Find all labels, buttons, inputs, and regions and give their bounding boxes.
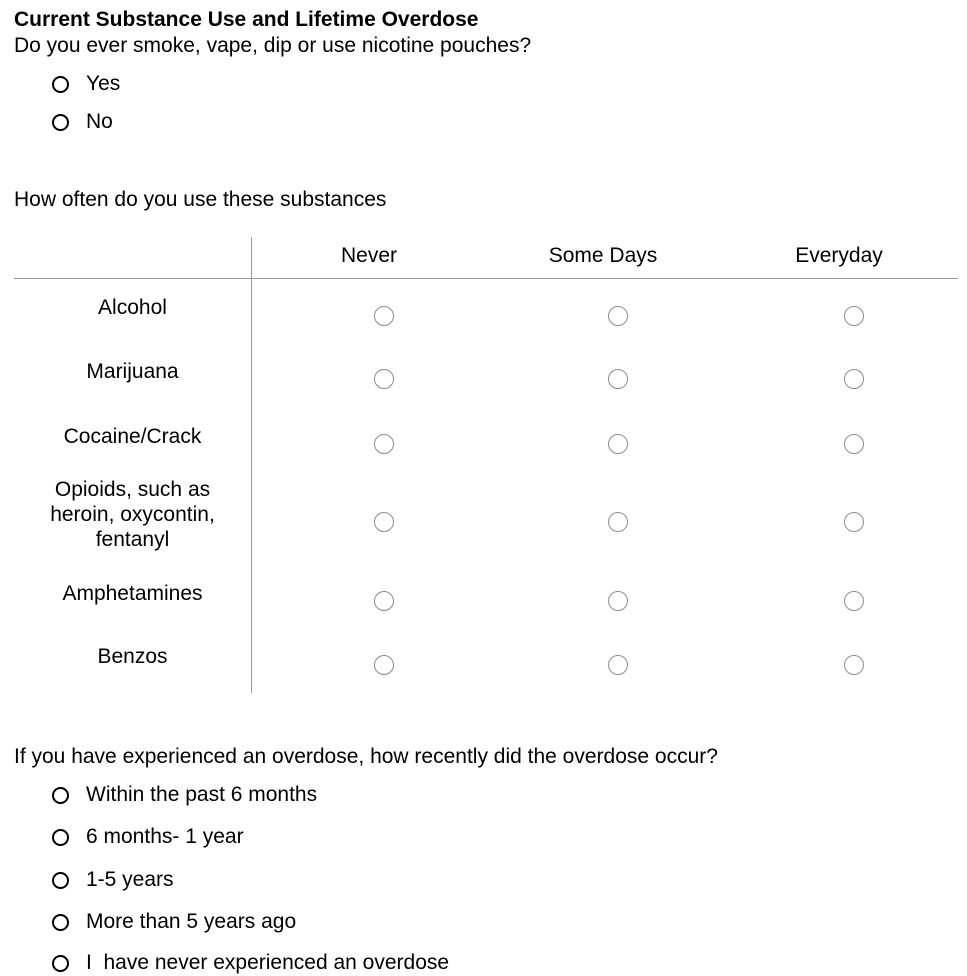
- radio-opioids-everyday[interactable]: [844, 512, 864, 532]
- radio-marijuana-some-days[interactable]: [608, 369, 628, 389]
- radio-amphetamines-some-days[interactable]: [608, 591, 628, 611]
- option-1-5-years[interactable]: [52, 867, 174, 893]
- option-within-6-months[interactable]: [52, 782, 317, 808]
- option-6-months-1-year-label: 6 months- 1 year: [86, 825, 244, 848]
- radio-cocaine-everyday[interactable]: [844, 434, 864, 454]
- section-title: Current Substance Use and Lifetime Overdose: [14, 8, 479, 31]
- option-no-label: No: [86, 110, 113, 133]
- radio-opioids-never[interactable]: [374, 512, 394, 532]
- radio-button-within-6-months[interactable]: [52, 787, 69, 804]
- matrix-header-divider: [14, 278, 958, 279]
- matrix-vertical-divider: [251, 237, 252, 693]
- radio-benzos-some-days[interactable]: [608, 655, 628, 675]
- row-label-marijuana: Marijuana: [86, 360, 179, 383]
- row-label-amphetamines: Amphetamines: [62, 582, 203, 605]
- radio-button-6-months-1-year[interactable]: [52, 829, 69, 846]
- option-1-5-years-label: 1-5 years: [86, 868, 174, 891]
- substance-frequency-matrix: [14, 237, 958, 693]
- question-nicotine: Do you ever smoke, vape, dip or use nicotine pouches?: [14, 34, 532, 57]
- radio-opioids-some-days[interactable]: [608, 512, 628, 532]
- row-label-cocaine-crack: Cocaine/Crack: [63, 425, 202, 448]
- radio-cocaine-never[interactable]: [374, 434, 394, 454]
- radio-button-no[interactable]: [52, 114, 69, 131]
- radio-alcohol-never[interactable]: [374, 306, 394, 326]
- radio-alcohol-some-days[interactable]: [608, 306, 628, 326]
- radio-marijuana-never[interactable]: [374, 369, 394, 389]
- radio-button-more-than-5-years[interactable]: [52, 914, 69, 931]
- row-label-opioids: Opioids, such as heroin, oxycontin, fentanyl: [50, 478, 215, 551]
- option-never-overdosed[interactable]: [52, 950, 449, 976]
- option-never-overdosed-label: I have never experienced an overdose: [86, 951, 450, 974]
- radio-amphetamines-never[interactable]: [374, 591, 394, 611]
- radio-benzos-never[interactable]: [374, 655, 394, 675]
- option-no[interactable]: [52, 109, 113, 135]
- column-header-everyday: Everyday: [795, 244, 883, 267]
- radio-cocaine-some-days[interactable]: [608, 434, 628, 454]
- option-6-months-1-year[interactable]: [52, 824, 244, 850]
- option-yes[interactable]: [52, 71, 120, 97]
- option-more-than-5-years[interactable]: [52, 909, 296, 935]
- radio-marijuana-everyday[interactable]: [844, 369, 864, 389]
- radio-button-never-overdosed[interactable]: [52, 955, 69, 972]
- radio-button-yes[interactable]: [52, 76, 69, 93]
- question-overdose-recency: If you have experienced an overdose, how recently did the overdose occur?: [14, 745, 718, 768]
- radio-button-1-5-years[interactable]: [52, 872, 69, 889]
- question-substance-frequency: How often do you use these substances: [14, 188, 387, 211]
- option-more-than-5-years-label: More than 5 years ago: [86, 910, 297, 933]
- row-label-benzos: Benzos: [97, 645, 168, 668]
- radio-benzos-everyday[interactable]: [844, 655, 864, 675]
- radio-amphetamines-everyday[interactable]: [844, 591, 864, 611]
- column-header-never: Never: [340, 244, 398, 267]
- option-within-6-months-label: Within the past 6 months: [86, 783, 318, 806]
- radio-alcohol-everyday[interactable]: [844, 306, 864, 326]
- row-label-alcohol: Alcohol: [98, 296, 167, 319]
- option-yes-label: Yes: [86, 72, 121, 95]
- column-header-some-days: Some Days: [548, 244, 658, 267]
